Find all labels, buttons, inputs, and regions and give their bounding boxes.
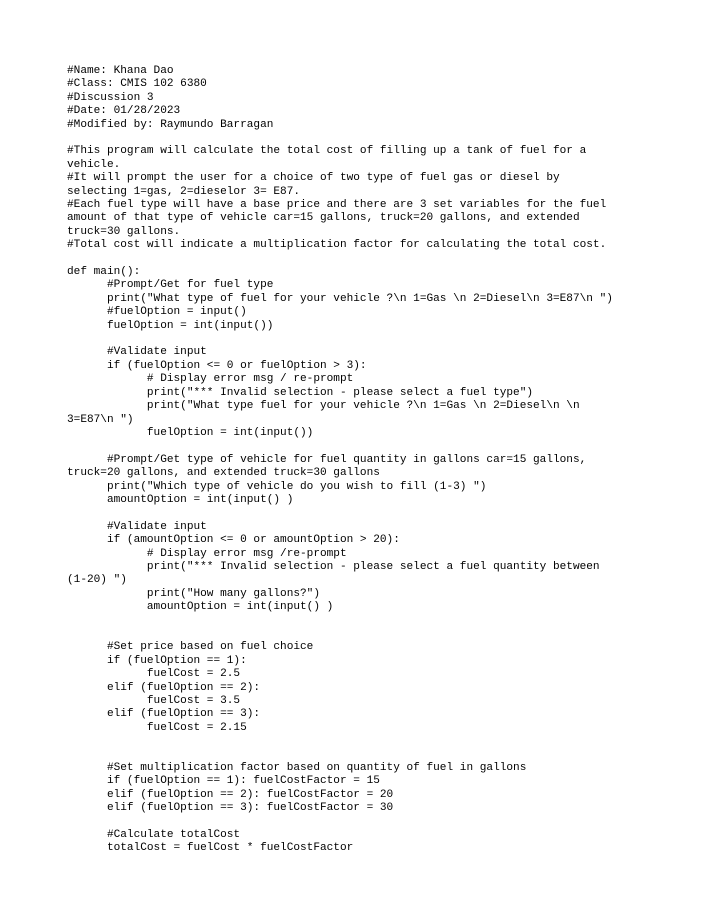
code-line: #Name: Khana Dao <box>67 65 174 77</box>
blank-line <box>67 749 676 762</box>
code-line: fuelOption = int(input()) <box>67 319 274 332</box>
code-line: print("Which type of vehicle do you wish to fill (1-3) ") <box>67 480 487 493</box>
code-line: #Set price based on fuel choice <box>67 641 314 654</box>
code-line: #Set multiplication factor based on quantity of fuel in gallons <box>67 761 527 774</box>
code-line: #Each fuel type will have a base price and there are 3 set variables for the fuel <box>67 199 607 212</box>
code-line: # Display error msg / re-prompt <box>67 373 354 386</box>
code-line: def main(): <box>67 266 141 279</box>
code-line: elif (fuelOption == 2): fuelCostFactor = 20 <box>67 788 394 801</box>
code-line: selecting 1=gas, 2=dieselor 3= E87. <box>67 185 301 198</box>
code-line: print("*** Invalid selection - please select a fuel quantity between <box>67 560 600 573</box>
blank-line <box>67 816 676 829</box>
code-block <box>67 65 676 856</box>
code-line: truck=20 gallons, and extended truck=30 gallons <box>67 467 380 480</box>
code-line: #Date: 01/28/2023 <box>67 105 181 118</box>
code-line: # Display error msg /re-prompt <box>67 547 347 560</box>
code-line: #fuelOption = input() <box>67 306 247 319</box>
document-page <box>67 65 676 856</box>
code-line: if (fuelOption == 1): <box>67 654 247 667</box>
code-line: (1-20) ") <box>67 574 127 587</box>
code-line: fuelCost = 3.5 <box>67 694 241 707</box>
code-line: print("How many gallons?") <box>67 587 320 600</box>
code-line: elif (fuelOption == 3): <box>67 708 261 721</box>
code-line: elif (fuelOption == 3): fuelCostFactor = 30 <box>67 802 394 815</box>
blank-line <box>67 440 676 453</box>
code-line: print("What type of fuel for your vehicle ?\n 1=Gas \n 2=Diesel\n 3=E87\n ") <box>67 292 613 305</box>
code-line: truck=30 gallons. <box>67 225 181 238</box>
code-line: #Validate input <box>67 346 207 359</box>
blank-line <box>67 253 676 266</box>
code-line: 3=E87\n ") <box>67 413 134 426</box>
blank-line <box>67 628 676 641</box>
code-line: #Total cost will indicate a multiplication factor for calculating the total cost. <box>67 239 607 252</box>
code-line: amountOption = int(input() ) <box>67 493 294 506</box>
code-line: elif (fuelOption == 2): <box>67 681 261 694</box>
code-line: #Prompt/Get for fuel type <box>67 279 274 292</box>
code-line: totalCost = fuelCost * fuelCostFactor <box>67 842 354 855</box>
code-line: fuelOption = int(input()) <box>67 426 314 439</box>
code-line: print("What type fuel for your vehicle ?\n 1=Gas \n 2=Diesel\n \n <box>67 400 580 413</box>
blank-line <box>67 735 676 748</box>
code-line: if (fuelOption <= 0 or fuelOption > 3): <box>67 359 367 372</box>
code-line: vehicle. <box>67 158 121 171</box>
blank-line <box>67 615 676 628</box>
code-line: #Class: CMIS 102 6380 <box>67 78 207 91</box>
code-line: #Calculate totalCost <box>67 829 241 841</box>
code-line: if (fuelOption == 1): fuelCostFactor = 15 <box>67 775 380 788</box>
code-line: #Discussion 3 <box>67 91 154 104</box>
code-line: #This program will calculate the total cost of filling up a tank of fuel for a <box>67 145 587 158</box>
code-line: #Validate input <box>67 520 207 533</box>
blank-line <box>67 333 676 346</box>
code-line: amountOption = int(input() ) <box>67 601 334 614</box>
code-line: if (amountOption <= 0 or amountOption > 20): <box>67 534 400 547</box>
code-line: #Prompt/Get type of vehicle for fuel quantity in gallons car=15 gallons, <box>67 453 587 466</box>
code-line: print("*** Invalid selection - please select a fuel type") <box>67 386 534 399</box>
code-line: #Modified by: Raymundo Barragan <box>67 118 274 131</box>
code-line: #It will prompt the user for a choice of two type of fuel gas or diesel by <box>67 172 560 185</box>
blank-line <box>67 507 676 520</box>
code-line: amount of that type of vehicle car=15 gallons, truck=20 gallons, and extended <box>67 212 580 225</box>
code-line: fuelCost = 2.5 <box>67 668 241 681</box>
blank-line <box>67 132 676 145</box>
code-line: fuelCost = 2.15 <box>67 721 247 734</box>
